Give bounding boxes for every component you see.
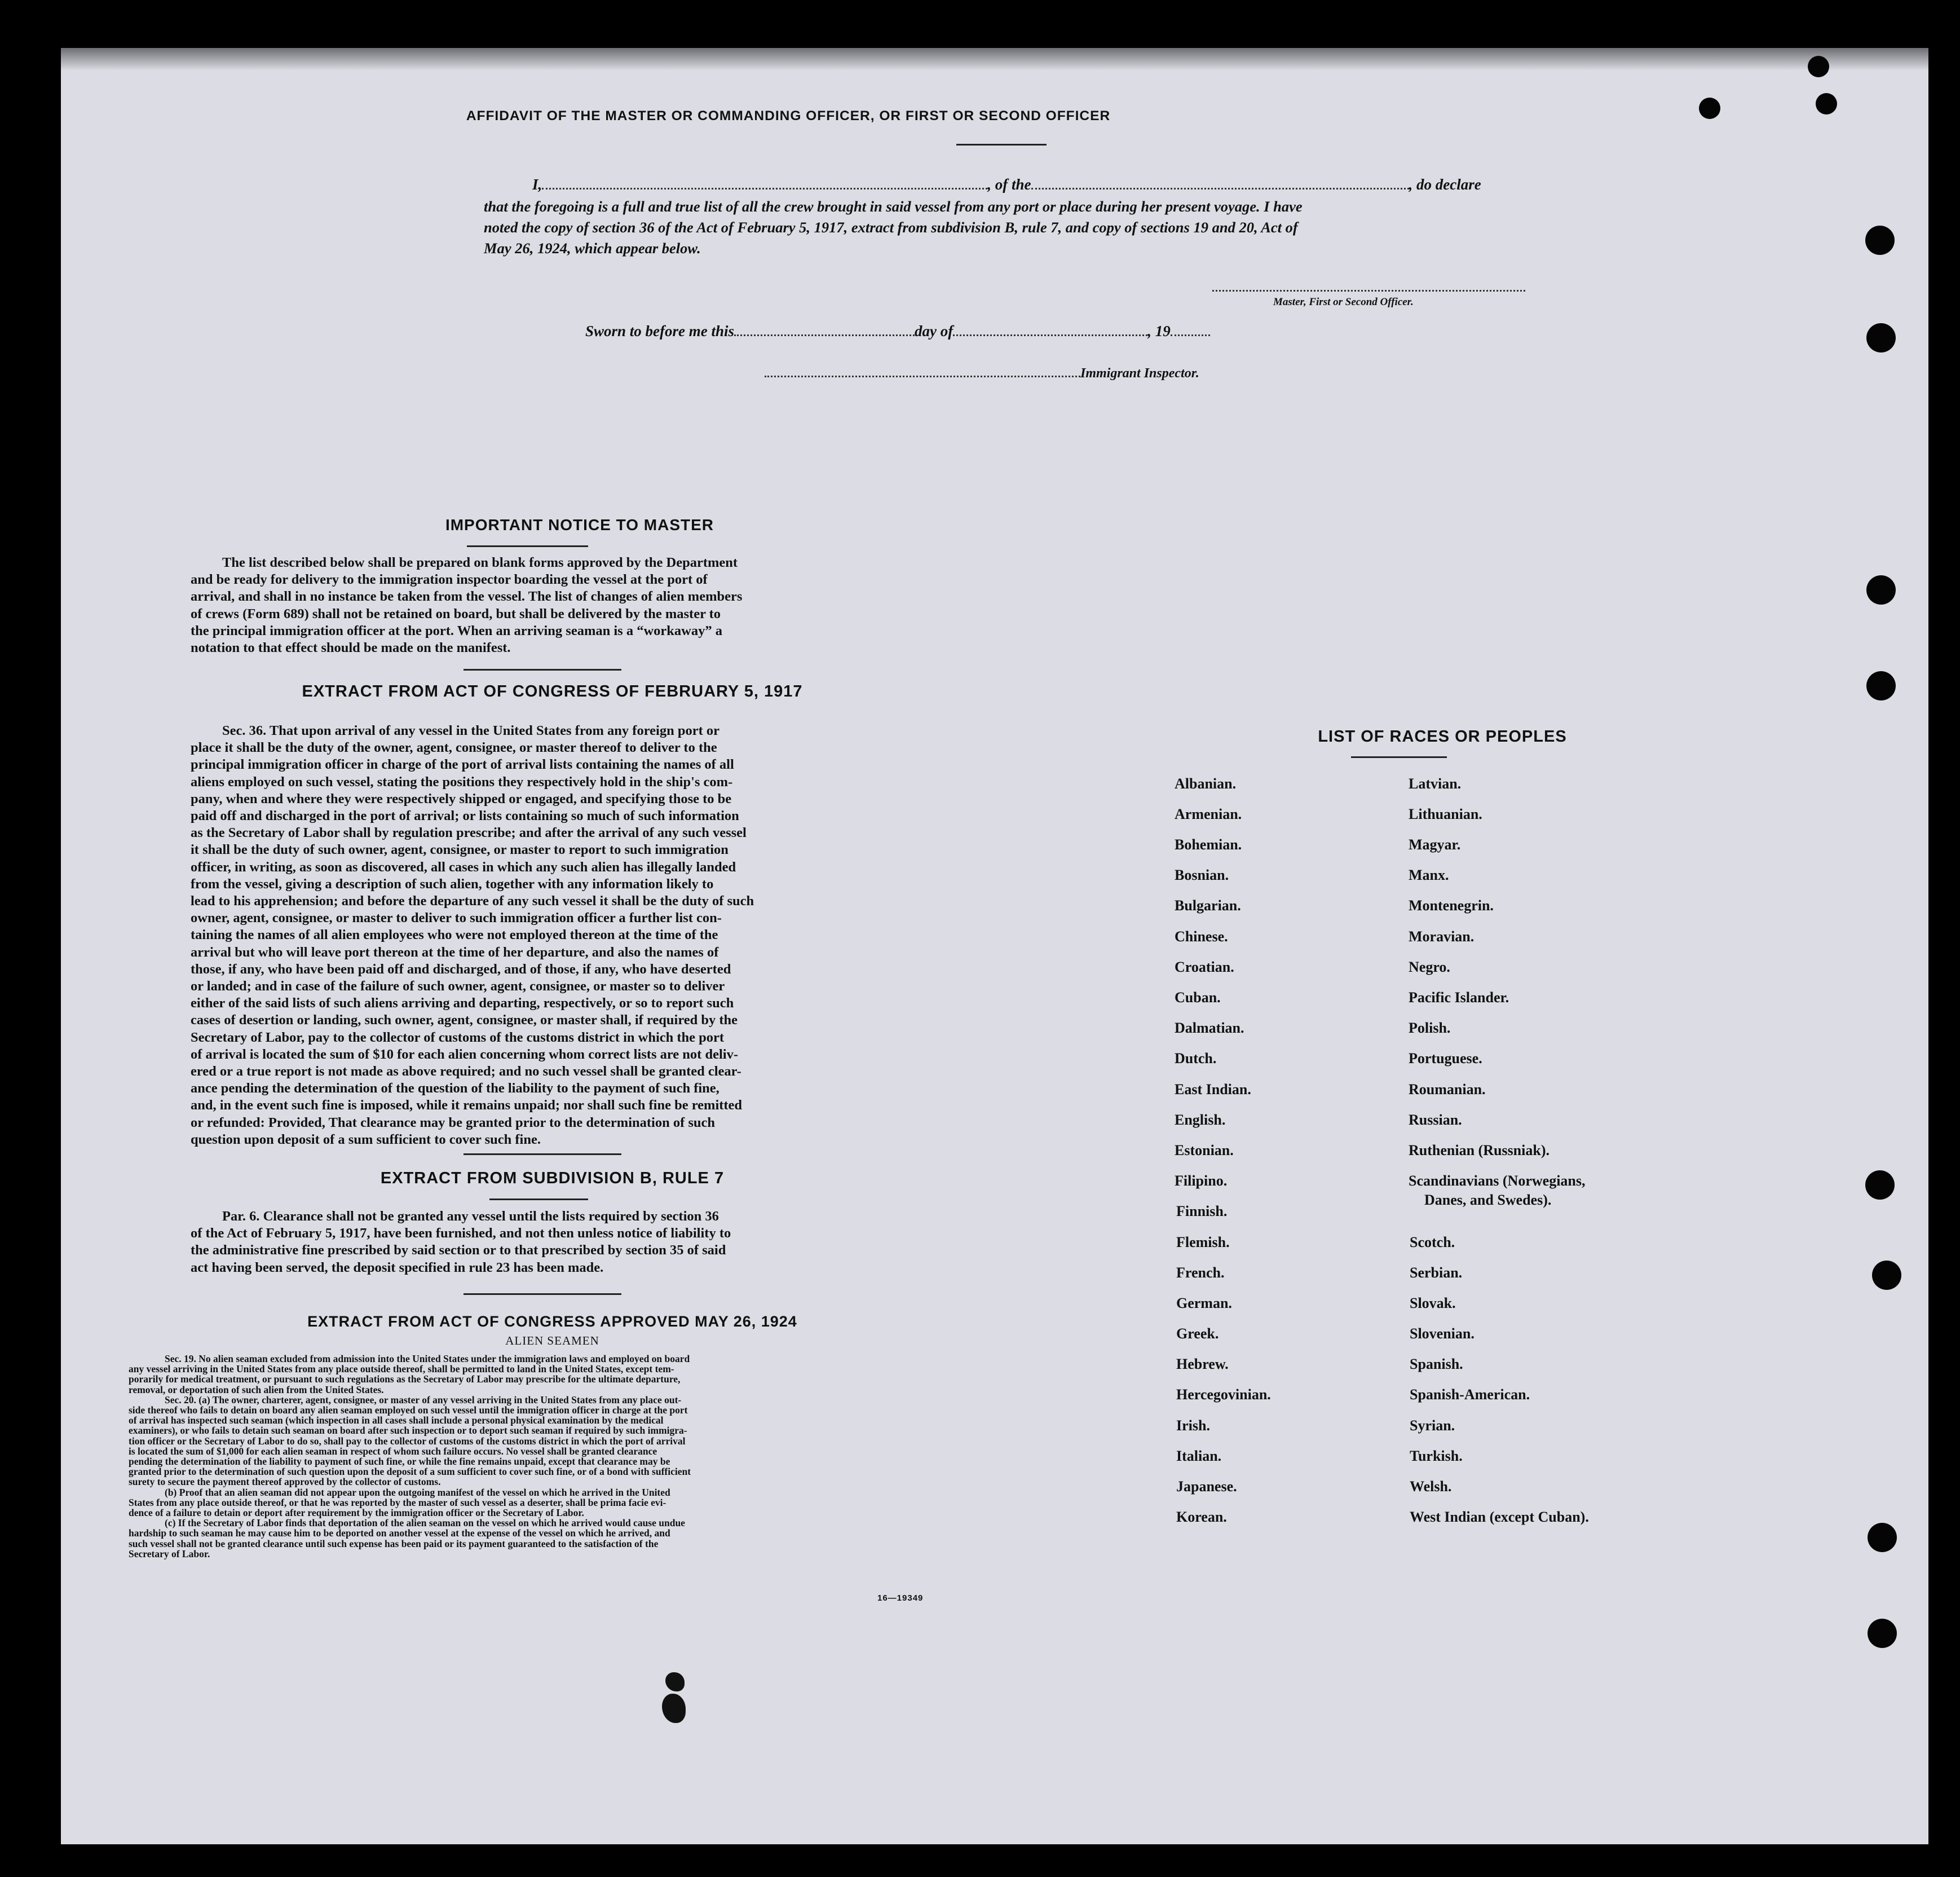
act-1924-line: such vessel shall not be granted clearance until such expense has been paid or its payment guaranteed to the satisfaction of the: [129, 1537, 659, 1549]
vessel-name-field[interactable]: [1031, 173, 1409, 190]
race-item: Albanian.: [1175, 776, 1237, 792]
title-underline: [956, 144, 1047, 146]
act-1924-line: States from any place outside thereof, or that he was reported by the master of such vessel as a deserter, shall be prima facie evi-: [129, 1496, 666, 1508]
act-1924-line: any vessel arriving in the United States from any place outside thereof, shall be permitted to land in the United States, except tem-: [129, 1363, 674, 1375]
act-1917-line: lead to his apprehension; and before the departure of any such vessel it shall be the duty of such: [191, 893, 754, 909]
race-item: Russian.: [1409, 1112, 1462, 1128]
rule7-body: [191, 1208, 914, 1276]
notice-line: and be ready for delivery to the immigration inspector boarding the vessel at the port of: [191, 572, 708, 588]
act-1917-line: paid off and discharged in the port of arrival; or lists containing so much of such information: [191, 808, 739, 824]
act-1924-line: is located the sum of $1,000 for each alien seaman in respect of whom such failure occurs. No vessel shall be granted clearance: [129, 1445, 657, 1457]
race-item: Moravian.: [1409, 928, 1475, 945]
act-1917-line: from the vessel, giving a description of such alien, together with any information likely to: [191, 876, 714, 892]
punch-hole: [1868, 1619, 1897, 1648]
act-1917-line: of arrival is located the sum of $10 for each alien concerning whom correct lists are not deliv-: [191, 1046, 738, 1062]
race-item: Lithuanian.: [1409, 806, 1482, 822]
act-1924-line: Sec. 19. No alien seaman excluded from admission into the United States under the immigration laws and employed on board: [165, 1353, 690, 1364]
declarant-prefix: I,: [532, 176, 542, 193]
race-item: Irish.: [1176, 1417, 1210, 1434]
act-1924-line: hardship to such seaman he may cause him to be deported on another vessel at the expense of the vessel on which he arrived, and: [129, 1527, 670, 1539]
race-item: Bulgarian.: [1175, 897, 1241, 914]
act-1917-line: those, if any, who have been paid off and discharged, and of those, if any, who have deserted: [191, 961, 731, 977]
race-item: Bohemian.: [1175, 836, 1242, 853]
race-item: Spanish.: [1410, 1356, 1463, 1372]
punch-hole: [1866, 671, 1896, 700]
act-1924-line: of arrival has inspected such seaman (which inspection in all cases shall include a personal physical examination by the medical: [129, 1415, 664, 1426]
race-item: Greek.: [1176, 1325, 1219, 1342]
act-1924-line: surety to secure the payment thereof approved by the collector of customs.: [129, 1476, 441, 1488]
act-1924-line: pending the determination of the liability to payment of such fine, or while the fine remains unpaid, except that clearance may be: [129, 1456, 670, 1468]
race-item: Finnish.: [1176, 1203, 1228, 1219]
act-1924-line: Sec. 20. (a) The owner, charterer, agent, consignee, or master of any vessel arriving in the United States from any place out-: [165, 1394, 682, 1405]
act-1924-line: (b) Proof that an alien seaman did not appear upon the outgoing manifest of the vessel on which he arrived in the United: [165, 1486, 670, 1498]
act-1917-title: EXTRACT FROM ACT OF CONGRESS OF FEBRUARY 5, 1917: [302, 682, 803, 700]
punch-hole: [1866, 575, 1896, 605]
race-item: English.: [1175, 1112, 1226, 1128]
act-1924-line: porarily for medical treatment, or pursuant to such regulations as the Secretary of Labor may prescribe for the ultimate departure,: [129, 1373, 681, 1385]
rule7-line: act having been served, the deposit specified in rule 23 has been made.: [191, 1259, 604, 1275]
sworn-day-field[interactable]: [734, 320, 915, 336]
races-title: LIST OF RACES OR PEOPLES: [1318, 728, 1567, 746]
race-item: Roumanian.: [1409, 1081, 1486, 1098]
affidavit-body-line: May 26, 1924, which appear below.: [484, 240, 701, 257]
race-item: Flemish.: [1176, 1234, 1230, 1250]
act-1924-line: removal, or deportation of such alien from the United States.: [129, 1383, 384, 1395]
affidavit-body: [484, 196, 1589, 259]
act-1924-line: examiners), or who fails to detain such seaman on board after such inspection or to deport such seaman if required by such immigra-: [129, 1425, 687, 1437]
race-item: Polish.: [1409, 1020, 1451, 1036]
act-1917-line: or landed; and in case of the failure of such owner, agent, consignee, or master so to deliver: [191, 979, 725, 994]
rule7-line: Par. 6. Clearance shall not be granted any vessel until the lists required by section 36: [222, 1209, 719, 1224]
act-1924-line: granted prior to the determination of such question upon the deposit of a sum sufficient to cover such fine, or of a bond with sufficient: [129, 1466, 691, 1478]
ink-blot: [665, 1672, 685, 1691]
race-item: Scandinavians (Norwegians,: [1409, 1173, 1586, 1189]
act-1917-line: question upon deposit of a sum sufficient to cover such fine.: [191, 1131, 541, 1147]
race-item: Ruthenian (Russniak).: [1409, 1142, 1550, 1158]
signature-label: Master, First or Second Officer.: [1273, 296, 1414, 308]
race-item: Bosnian.: [1175, 867, 1229, 883]
notice-line: arrival, and shall in no instance be taken from the vessel. The list of changes of alien members: [191, 589, 743, 605]
act-1917-line: Sec. 36. That upon arrival of any vessel in the United States from any foreign port or: [222, 723, 719, 738]
race-item: Armenian.: [1175, 806, 1242, 822]
race-item: Slovak.: [1410, 1295, 1456, 1311]
punch-hole: [1816, 93, 1837, 114]
of-the-label: , of the: [987, 176, 1031, 193]
punch-hole: [1866, 323, 1896, 353]
act-1917-line: aliens employed on such vessel, stating the positions they respectively hold in the ship's com-: [191, 774, 733, 790]
race-item: West Indian (except Cuban).: [1410, 1509, 1589, 1525]
act-1917-line: place it shall be the duty of the owner, agent, consignee, or master thereof to deliver to the: [191, 740, 717, 756]
act-1924-title: EXTRACT FROM ACT OF CONGRESS APPROVED MAY 26, 1924: [307, 1313, 797, 1330]
race-item: Manx.: [1409, 867, 1449, 883]
act-1917-line: principal immigration officer in charge of the port of arrival lists containing the names of all: [191, 757, 734, 773]
act-1917-line: and, in the event such fine is imposed, while it remains unpaid; nor shall such fine be remitted: [191, 1098, 743, 1113]
declarant-name-field[interactable]: [542, 173, 987, 190]
race-item: Portuguese.: [1409, 1050, 1482, 1067]
act-1917-body: [191, 722, 914, 1148]
notice-underline: [467, 545, 588, 547]
race-item: Dutch.: [1175, 1050, 1217, 1067]
act-1917-line: pany, when and where they were respectively shipped or engaged, and specifying those to be: [191, 791, 732, 807]
scan-edge-shadow: [61, 48, 1928, 71]
punch-hole: [1872, 1261, 1901, 1290]
race-item: Magyar.: [1409, 836, 1461, 853]
sworn-line: [585, 320, 1210, 340]
race-item: Chinese.: [1175, 928, 1228, 945]
form-sheet: [61, 48, 1928, 1844]
affidavit-body-line: that the foregoing is a full and true list of all the crew brought in said vessel from any port or place during her present voyage. I have: [484, 198, 1303, 215]
race-item: Filipino.: [1175, 1173, 1228, 1189]
race-item: Spanish-American.: [1410, 1386, 1530, 1403]
race-item: French.: [1176, 1264, 1225, 1281]
race-item: Korean.: [1176, 1509, 1227, 1525]
affidavit-body-line: noted the copy of section 36 of the Act of February 5, 1917, extract from subdivision B, rule 7, and copy of sections 19 and 20, Act of: [484, 219, 1298, 236]
race-item: Serbian.: [1410, 1264, 1463, 1281]
race-item: Turkish.: [1410, 1448, 1463, 1464]
race-item: Croatian.: [1175, 959, 1234, 975]
act-1917-line: owner, agent, consignee, or master to deliver to such immigration officer a further list con-: [191, 910, 722, 926]
notice-line: The list described below shall be prepared on blank forms approved by the Department: [222, 555, 738, 570]
race-item: Welsh.: [1410, 1478, 1452, 1495]
act-1917-line: it shall be the duty of such owner, agent, consignee, or master to report to such immigration: [191, 842, 729, 858]
act-1917-line: ance pending the determination of the question of the liability to the payment of such fine,: [191, 1081, 719, 1096]
act-1924-line: tion officer or the Secretary of Labor to do so, shall pay to the collector of customs of the customs district in which the port of arrival: [129, 1435, 686, 1447]
race-item: Pacific Islander.: [1409, 989, 1509, 1006]
rule7-underline: [489, 1199, 588, 1200]
race-item: Negro.: [1409, 959, 1450, 975]
race-item: Hercegovinian.: [1176, 1386, 1271, 1403]
race-item: Dalmatian.: [1175, 1020, 1244, 1036]
act-1917-line: officer, in writing, as soon as discovered, all cases in which any such alien has illegally landed: [191, 859, 736, 875]
notice-line: of crews (Form 689) shall not be retained on board, but shall be delivered by the master to: [191, 606, 721, 622]
race-item: Scotch.: [1410, 1234, 1455, 1250]
act-1917-line: or refunded: Provided, That clearance may be granted prior to the determination of such: [191, 1114, 716, 1130]
year-label: , 19: [1147, 323, 1171, 340]
act-1924-line: dence of a failure to detain or deport after requirement by the immigration officer or the Secretary of Labor.: [129, 1507, 584, 1519]
act-1917-line: taining the names of all alien employees who were not employed thereon at the time of the: [191, 927, 718, 943]
race-item: Danes, and Swedes).: [1424, 1192, 1552, 1208]
race-item: Syrian.: [1410, 1417, 1455, 1434]
races-underline: [1351, 756, 1447, 758]
race-item: Slovenian.: [1410, 1325, 1475, 1342]
race-item: Latvian.: [1409, 776, 1462, 792]
section-divider: [463, 669, 621, 671]
act-1924-body: [129, 1354, 991, 1559]
race-item: German.: [1176, 1295, 1232, 1311]
sworn-year-field[interactable]: [1171, 320, 1210, 336]
notice-body: [191, 554, 914, 656]
race-item: East Indian.: [1175, 1081, 1251, 1098]
punch-hole: [1808, 56, 1829, 77]
signature-line[interactable]: [1212, 290, 1525, 292]
section-divider: [463, 1293, 621, 1295]
section-divider: [463, 1153, 621, 1155]
rule7-line: of the Act of February 5, 1917, have been furnished, and not then unless notice of liability to: [191, 1226, 731, 1241]
day-of-label: day of: [915, 323, 953, 340]
inspector-label: Immigrant Inspector.: [1080, 366, 1199, 381]
act-1917-line: cases of desertion or landing, such owner, agent, consignee, or master shall, if required by the: [191, 1012, 738, 1028]
race-item: Estonian.: [1175, 1142, 1234, 1158]
act-1917-line: ered or a true report is not made as above required; and no such vessel shall be granted clear-: [191, 1064, 741, 1080]
inspector-line: [765, 361, 1199, 381]
punch-hole: [1868, 1523, 1897, 1552]
sworn-prefix: Sworn to before me this: [585, 323, 735, 340]
act-1924-line: side thereof who fails to detain on board any alien seaman employed on such vessel until the immigration officer in charge at the port: [129, 1404, 688, 1416]
act-1917-line: either of the said lists of such aliens arriving and departing, respectively, or so to report such: [191, 995, 734, 1011]
race-item: Hebrew.: [1176, 1356, 1229, 1372]
punch-hole: [1865, 1170, 1895, 1200]
race-item: Italian.: [1176, 1448, 1222, 1464]
ink-blot: [662, 1694, 686, 1723]
race-item: Montenegrin.: [1409, 897, 1494, 914]
notice-line: notation to that effect should be made on the manifest.: [191, 640, 511, 656]
sworn-month-field[interactable]: [953, 320, 1147, 336]
rule7-line: the administrative fine prescribed by said section or to that prescribed by section 35 of said: [191, 1242, 726, 1258]
race-item: Cuban.: [1175, 989, 1221, 1006]
punch-hole: [1699, 98, 1720, 119]
punch-hole: [1865, 226, 1895, 255]
act-1917-line: Secretary of Labor, pay to the collector of customs of the customs district in which the port: [191, 1029, 725, 1045]
act-1924-subtitle: ALIEN SEAMEN: [505, 1334, 599, 1347]
declare-label: , do declare: [1409, 176, 1481, 193]
rule7-title: EXTRACT FROM SUBDIVISION B, RULE 7: [380, 1169, 725, 1187]
act-1917-line: arrival but who will leave port thereon at the time of her departure, and also the names of: [191, 944, 719, 960]
notice-line: the principal immigration officer at the port. When an arriving seaman is a “workaway” a: [191, 623, 722, 638]
notice-title: IMPORTANT NOTICE TO MASTER: [445, 516, 714, 534]
race-item: Japanese.: [1176, 1478, 1237, 1495]
act-1924-line: Secretary of Labor.: [129, 1548, 210, 1559]
affidavit-declaration-line: [532, 173, 1587, 193]
inspector-signature-field[interactable]: [765, 361, 1080, 377]
affidavit-title: AFFIDAVIT OF THE MASTER OR COMMANDING OFFICER, OR FIRST OR SECOND OFFICER: [466, 108, 1111, 124]
act-1917-line: as the Secretary of Labor shall by regulation prescribe; and after the arrival of any such vessel: [191, 825, 747, 841]
form-number: 16—19349: [877, 1593, 924, 1603]
act-1924-line: (c) If the Secretary of Labor finds that deportation of the alien seaman on the vessel on which he arrived would cause undue: [165, 1517, 685, 1529]
